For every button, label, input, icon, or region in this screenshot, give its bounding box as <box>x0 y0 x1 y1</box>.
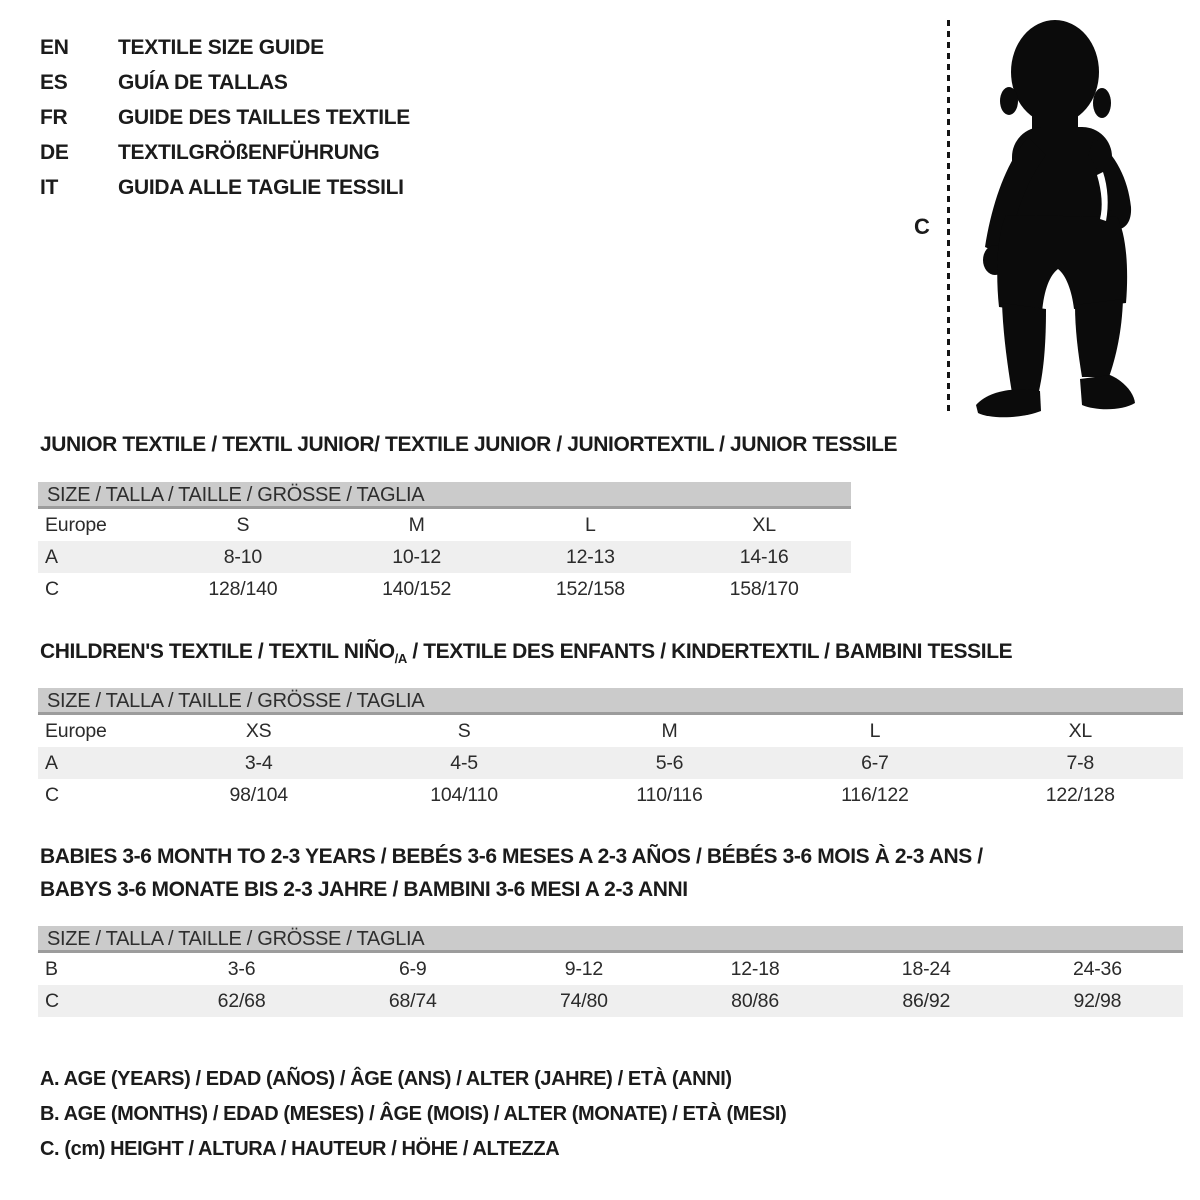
title-prefix: CHILDREN'S TEXTILE / TEXTIL NIÑO <box>40 640 395 663</box>
language-code: EN <box>40 36 69 59</box>
height-cell: 122/128 <box>1045 784 1115 806</box>
table-row-europe <box>38 509 851 541</box>
language-code: ES <box>40 71 68 94</box>
height-cell: 68/74 <box>388 990 437 1012</box>
children-size-table <box>38 688 1183 811</box>
height-cell: 62/68 <box>217 990 266 1012</box>
height-cell: 104/110 <box>430 784 498 806</box>
size-cell: M <box>661 720 678 742</box>
size-cell: XL <box>752 514 776 536</box>
row-label: C <box>45 578 59 600</box>
row-label: A <box>45 752 58 774</box>
age-cell: 14-16 <box>739 546 789 568</box>
row-label: C <box>45 990 59 1012</box>
size-cell: L <box>869 720 881 742</box>
guide-title-es: GUÍA DE TALLAS <box>118 71 288 94</box>
age-cell: 10-12 <box>392 546 442 568</box>
height-cell: 86/92 <box>902 990 951 1012</box>
height-cell: 80/86 <box>731 990 779 1012</box>
title-suffix: / TEXTILE DES ENFANTS / KINDERTEXTIL / BAMBINI TESSILE <box>406 640 1013 663</box>
size-cell: XS <box>245 720 272 742</box>
height-cell: 128/140 <box>208 578 278 600</box>
title-subscript: /A <box>394 651 407 667</box>
language-code: DE <box>40 141 69 164</box>
age-cell: 6-9 <box>398 958 427 980</box>
language-row-en <box>40 30 410 65</box>
table-row-age-years <box>38 747 1183 779</box>
size-cell: S <box>457 720 471 742</box>
size-header-bar: SIZE / TALLA / TAILLE / GRÖSSE / TAGLIA <box>38 688 1183 715</box>
language-list <box>40 30 410 205</box>
row-label: Europe <box>45 720 107 742</box>
row-label: C <box>45 784 59 806</box>
guide-title-en: TEXTILE SIZE GUIDE <box>118 36 324 59</box>
height-cell: 140/152 <box>382 578 452 600</box>
table-row-height-cm <box>38 779 1183 811</box>
section-title-junior: JUNIOR TEXTILE / TEXTIL JUNIOR/ TEXTILE JUNIOR / JUNIORTEXTIL / JUNIOR TESSILE <box>40 433 898 456</box>
height-cell: 110/116 <box>636 784 703 806</box>
age-cell: 3-4 <box>244 752 273 774</box>
baby-silhouette <box>962 16 1147 418</box>
size-header-bar: SIZE / TALLA / TAILLE / GRÖSSE / TAGLIA <box>38 482 851 509</box>
size-cell: L <box>585 514 596 536</box>
age-cell: 3-6 <box>227 958 256 980</box>
height-measure-label: C <box>914 214 930 239</box>
age-cell: 5-6 <box>655 752 684 774</box>
language-code: IT <box>40 176 59 199</box>
age-cell: 9-12 <box>564 958 604 980</box>
legend-line-a: A. AGE (YEARS) / EDAD (AÑOS) / ÂGE (ANS) / ALTER (JAHRE) / ETÀ (ANNI) <box>40 1068 732 1090</box>
height-cell: 92/98 <box>1073 990 1122 1012</box>
language-row-it <box>40 170 410 205</box>
age-cell: 12-13 <box>565 546 615 568</box>
age-cell: 18-24 <box>901 958 951 980</box>
height-measure-dashed-line <box>947 20 950 416</box>
table-row-height-cm <box>38 985 1183 1017</box>
size-cell: XL <box>1068 720 1093 742</box>
section-title-babies-line2: BABYS 3-6 MONATE BIS 2-3 JAHRE / BAMBINI 3-6 MESI A 2-3 ANNI <box>40 878 688 901</box>
guide-title-it: GUIDA ALLE TAGLIE TESSILI <box>118 176 404 199</box>
age-cell: 7-8 <box>1066 752 1095 774</box>
age-cell: 8-10 <box>223 546 262 568</box>
height-cell: 116/122 <box>841 784 909 806</box>
legend-line-c: C. (cm) HEIGHT / ALTURA / HAUTEUR / HÖHE / ALTEZZA <box>40 1138 560 1160</box>
age-cell: 6-7 <box>861 752 889 774</box>
legend-line-b: B. AGE (MONTHS) / EDAD (MESES) / ÂGE (MOIS) / ALTER (MONATE) / ETÀ (MESI) <box>40 1103 787 1125</box>
language-code: FR <box>40 106 68 129</box>
language-row-es <box>40 65 410 100</box>
age-cell: 4-5 <box>450 752 478 774</box>
height-cell: 152/158 <box>555 578 625 600</box>
size-cell: S <box>236 514 250 536</box>
row-label: A <box>45 546 58 568</box>
row-label: Europe <box>45 514 107 536</box>
size-cell: M <box>408 514 425 536</box>
measurement-legend <box>40 1062 786 1167</box>
table-row-age-years <box>38 541 851 573</box>
section-title-babies-line1: BABIES 3-6 MONTH TO 2-3 YEARS / BEBÉS 3-6 MESES A 2-3 AÑOS / BÉBÉS 3-6 MOIS À 2-3 ANS / <box>40 845 983 868</box>
language-row-fr <box>40 100 410 135</box>
babies-size-table <box>38 926 1183 1017</box>
height-cell: 74/80 <box>560 990 608 1012</box>
table-row-age-months <box>38 953 1183 985</box>
table-row-europe <box>38 715 1183 747</box>
height-cell: 98/104 <box>229 784 288 806</box>
height-cell: 158/170 <box>729 578 799 600</box>
age-cell: 12-18 <box>730 958 780 980</box>
junior-size-table <box>38 482 851 605</box>
size-header-bar: SIZE / TALLA / TAILLE / GRÖSSE / TAGLIA <box>38 926 1183 953</box>
table-row-height-cm <box>38 573 851 605</box>
guide-title-fr: GUIDE DES TAILLES TEXTILE <box>118 106 410 129</box>
section-title-children <box>40 640 1012 666</box>
guide-title-de: TEXTILGRÖßENFÜHRUNG <box>118 141 380 164</box>
row-label: B <box>45 958 58 980</box>
age-cell: 24-36 <box>1072 958 1122 980</box>
language-row-de <box>40 135 410 170</box>
